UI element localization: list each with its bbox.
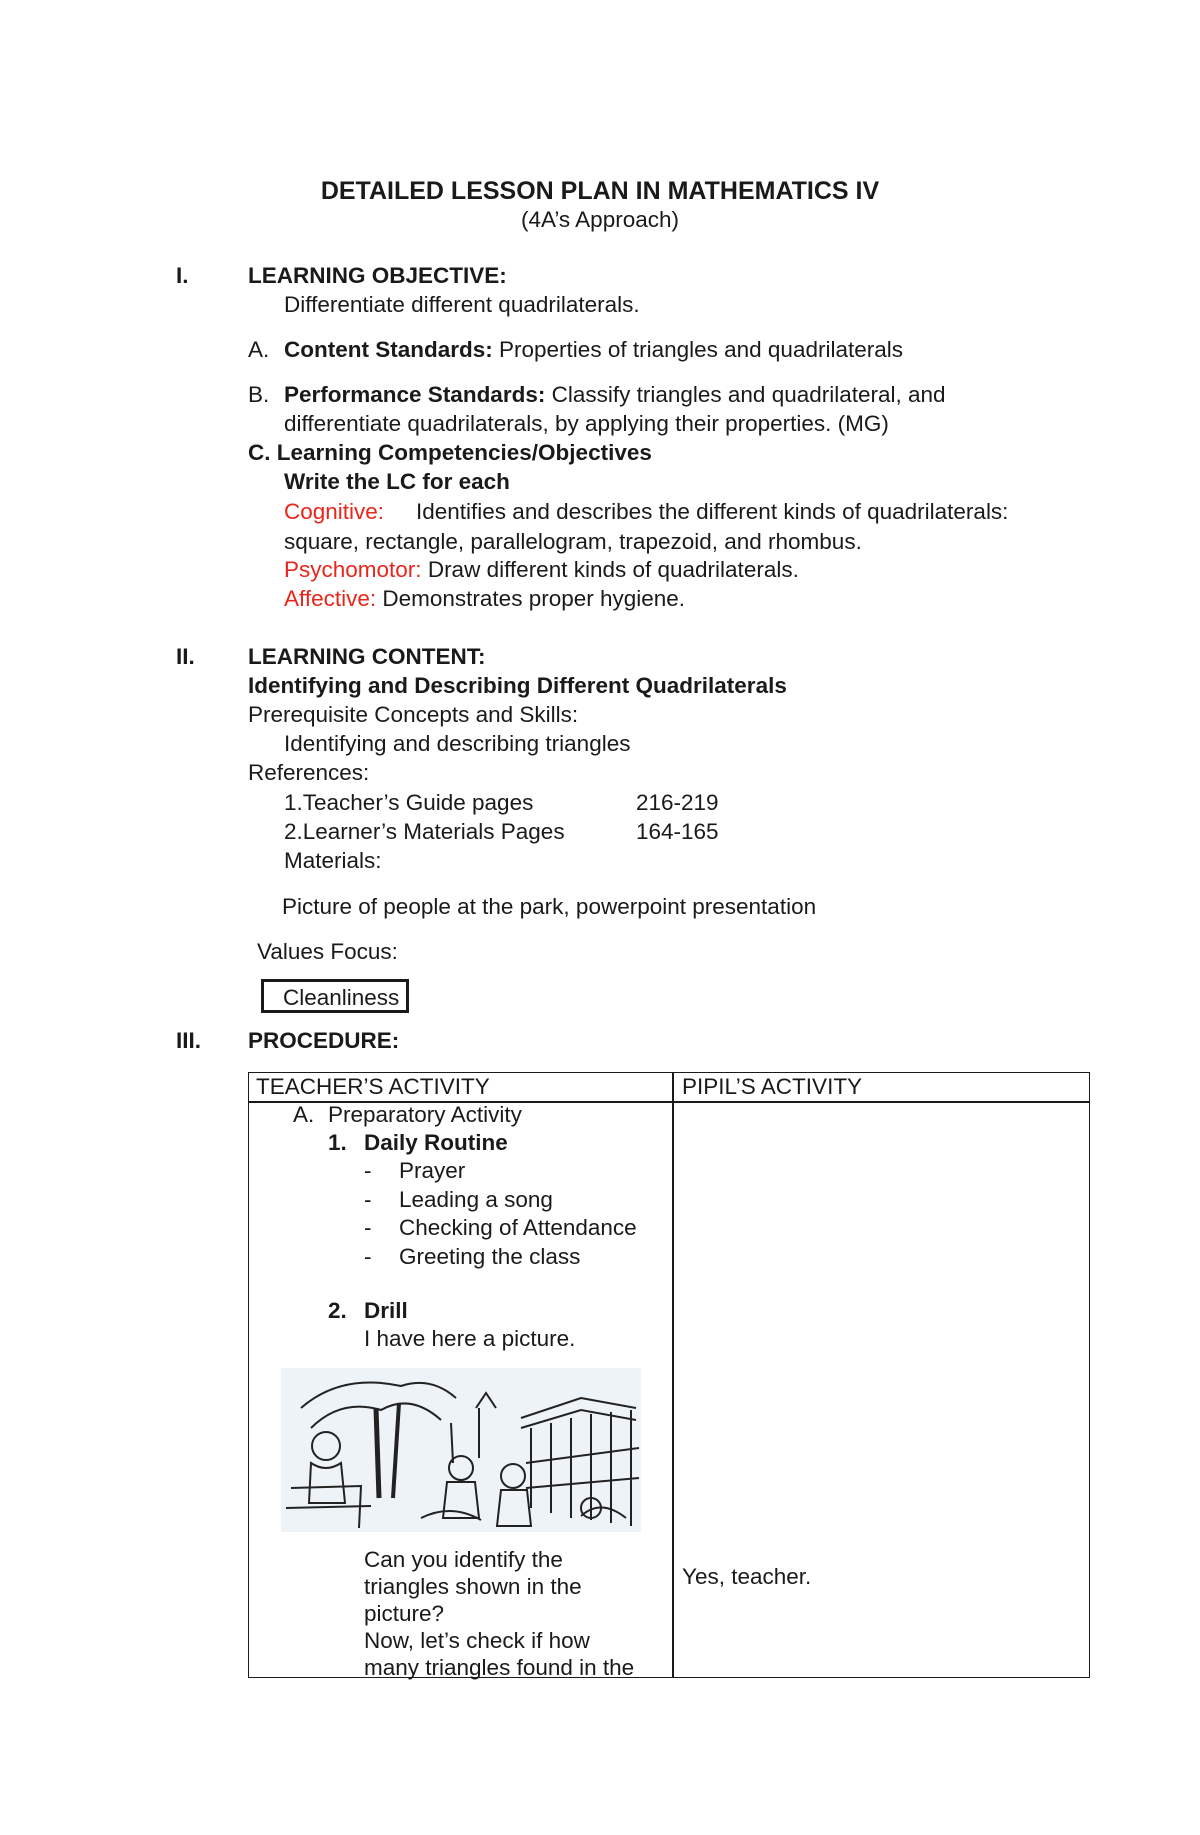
affective-label: Affective:: [284, 586, 377, 611]
preparatory-letter: A.: [293, 1102, 315, 1127]
list-bullet: -: [364, 1215, 372, 1240]
section-number-3: III.: [176, 1028, 202, 1053]
question-line: triangles shown in the: [364, 1574, 582, 1599]
content-standards-label: Content Standards:: [284, 337, 493, 362]
question-line: picture?: [364, 1601, 445, 1626]
values-focus-box: [261, 979, 409, 1013]
performance-standards: [284, 381, 946, 408]
table-column-divider: [672, 1072, 674, 1678]
question-line: many triangles found in the: [364, 1655, 635, 1680]
drill-number: 2.: [328, 1298, 347, 1323]
document-title: DETAILED LESSON PLAN IN MATHEMATICS IV: [320, 177, 880, 205]
routine-item: Prayer: [399, 1158, 466, 1183]
park-sketch: [281, 1368, 641, 1532]
materials-text: Picture of people at the park, powerpoint presentation: [282, 894, 817, 919]
preparatory-title: Preparatory Activity: [328, 1102, 522, 1127]
performance-standards-letter: B.: [248, 382, 270, 407]
section-heading-procedure: PROCEDURE:: [248, 1028, 400, 1053]
park-picture: [281, 1368, 641, 1532]
prereq-text: Identifying and describing triangles: [284, 731, 631, 756]
routine-item: Checking of Attendance: [399, 1215, 637, 1240]
materials-label: Materials:: [284, 848, 382, 873]
prereq-label: Prerequisite Concepts and Skills:: [248, 702, 579, 727]
content-standards-letter: A.: [248, 337, 270, 362]
reference-1-name: 1.Teacher’s Guide pages: [284, 790, 534, 815]
competencies-subheading: Write the LC for each: [284, 469, 510, 494]
section-heading-content: LEARNING CONTENT:: [248, 644, 486, 669]
content-standards-text: Properties of triangles and quadrilaterals: [492, 337, 903, 362]
section-number-2: II.: [176, 644, 195, 669]
section-heading-objective: LEARNING OBJECTIVE:: [248, 263, 507, 288]
content-standards: [284, 336, 903, 363]
reference-2-name: 2.Learner’s Materials Pages: [284, 819, 565, 844]
routine-item: Leading a song: [399, 1187, 553, 1212]
affective-text: Demonstrates proper hygiene.: [376, 586, 686, 611]
question-line: Can you identify the: [364, 1547, 563, 1572]
pupil-answer: Yes, teacher.: [682, 1564, 812, 1589]
cognitive-text: Identifies and describes the different kinds of quadrilaterals:: [416, 499, 1009, 524]
col-header-teacher: TEACHER’S ACTIVITY: [256, 1074, 490, 1099]
cognitive-text-2: square, rectangle, parallelogram, trapezoid, and rhombus.: [284, 529, 862, 554]
performance-standards-text: Classify triangles and quadrilateral, and: [545, 382, 946, 407]
lesson-topic: Identifying and Describing Different Quadrilaterals: [248, 673, 787, 698]
psychomotor: [284, 556, 799, 583]
list-bullet: -: [364, 1244, 372, 1269]
values-focus-label: Values Focus:: [257, 939, 398, 964]
references-label: References:: [248, 760, 370, 785]
psychomotor-text: Draw different kinds of quadrilaterals.: [421, 557, 799, 582]
routine-item: Greeting the class: [399, 1244, 581, 1269]
performance-standards-label: Performance Standards:: [284, 382, 546, 407]
reference-2-pages: 164-165: [636, 819, 719, 844]
affective: [284, 585, 685, 612]
section-number-1: I.: [176, 263, 189, 288]
drill-text: I have here a picture.: [364, 1326, 576, 1351]
routine-number: 1.: [328, 1130, 347, 1155]
psychomotor-label: Psychomotor:: [284, 557, 422, 582]
list-bullet: -: [364, 1158, 372, 1183]
routine-title: Daily Routine: [364, 1130, 508, 1155]
performance-standards-text-2: differentiate quadrilaterals, by applying their properties. (MG): [284, 411, 889, 436]
reference-1-pages: 216-219: [636, 790, 719, 815]
list-bullet: -: [364, 1187, 372, 1212]
objective-text: Differentiate different quadrilaterals.: [284, 292, 640, 317]
document-subtitle: (4A’s Approach): [520, 207, 679, 232]
col-header-pupil: PIPIL’S ACTIVITY: [682, 1074, 863, 1099]
competencies-heading: C. Learning Competencies/Objectives: [248, 440, 652, 465]
question-line: Now, let’s check if how: [364, 1628, 590, 1653]
drill-title: Drill: [364, 1298, 408, 1323]
cognitive-label: Cognitive:: [284, 499, 385, 524]
values-focus-text: Cleanliness: [283, 985, 400, 1010]
